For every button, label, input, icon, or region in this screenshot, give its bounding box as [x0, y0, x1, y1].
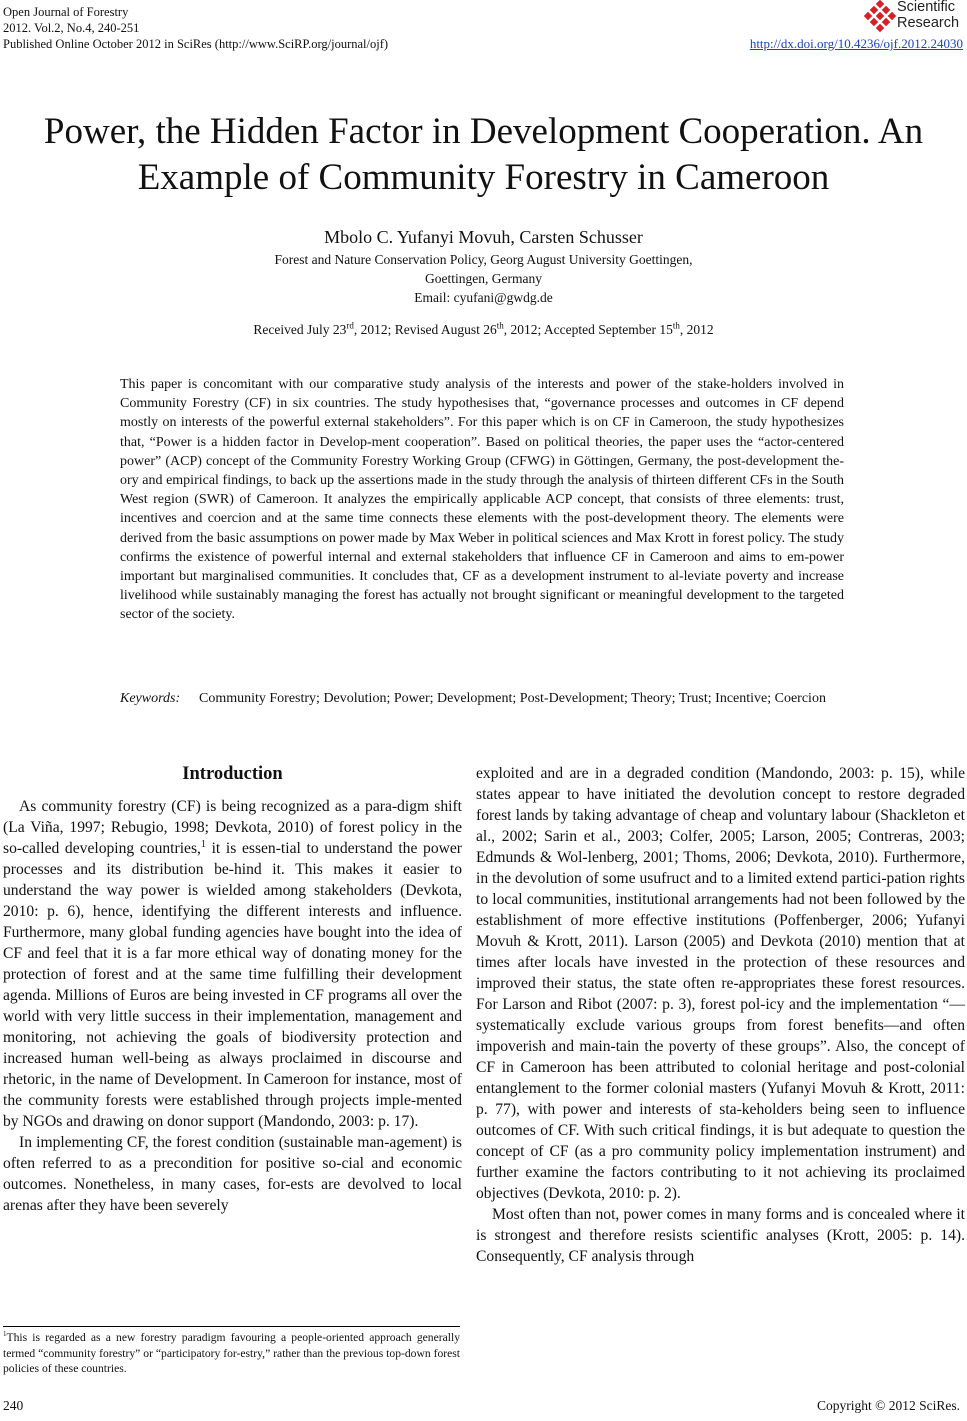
- paragraph: In implementing CF, the forest condition (sustainable man-agement) is often referred to as a precondition for positive so-cial and economic outcomes. Nonetheless, in many cases, for-ests are devolved to local arenas after they have been severely: [3, 1134, 462, 1214]
- affiliation: Forest and Nature Conservation Policy, Georg August University Goettingen, Goettingen, Germany Email: cyufani@gwdg.de: [0, 250, 967, 307]
- journal-name: Open Journal of Forestry: [3, 5, 129, 19]
- footnote-marker: 1: [200, 838, 206, 850]
- copyright: Copyright © 2012 SciRes.: [816, 1398, 960, 1413]
- journal-volume: 2012. Vol.2, No.4, 240-251: [3, 21, 140, 35]
- right-column: [476, 763, 965, 1267]
- section-heading-introduction: Introduction: [182, 764, 283, 784]
- logo-mark-icon: [863, 0, 897, 34]
- abstract: This paper is concomitant with our comparative study analysis of the interests and power of the stake-holders involved in Community Forestry (CF) in six countries. The study hypothesises that, “governance processes and outcomes in CF depend mostly on interests of the powerful external stakeholders”. For this paper which is on CF in Cameroon, the study hypothesizes that, “Power is a hidden factor in Develop-ment cooperation”. Based on political theories, the paper uses the “actor-centered power” (ACP) concept of the Community Forestry Working Group (CFWG) in Göttingen, Germany, the post-development the-ory and empirical findings, to back up the assertions made in the study through the analysis of thirteen different CFs in the South West region (SWR) of Cameroon. It analyzes the empirically applicable ACP concept, that consists of three elements: trust, incentives and coercion and at the same time connects these elements with the post-development theory. The elements were derived from the basic assumptions on power made by Max Weber in political sciences and Max Krott in forest policy. The study confirms the existence of powerful internal and external stakeholders that influence CF in Cameroon and aims to em-power important but marginalised communities. It concludes that, CF as a development instrument to al-leviate poverty and increase livelihood while sustainably managing the forest has actually not brought significant or meaningful development to the targeted sector of the society.: [120, 377, 844, 623]
- doi-link[interactable]: http://dx.doi.org/10.4236/ojf.2012.24030: [749, 36, 963, 51]
- publication-info: Published Online October 2012 in SciRes (http://www.SciRP.org/journal/ojf): [3, 37, 389, 51]
- paragraph: As community forestry (CF) is being recognized as a para-digm shift (La Viña, 1997; Rebugio, 1998; Devkota, 2010) of forest policy in the so-called developing countries,$^1$ it is essen-tial to understand the power processes and its distribution be-hind it. This makes it easier to understand the way power is wielded among stakeholders (Devkota, 2010: p. 6), hence, identifying the different interests and influence. Furthermore, many global funding agencies have bought into the idea of CF and feel that it is a far more ethical way of donating money for the protection of forest and at the same time fulfilling their development agenda. Millions of Euros are being invested in CF programs all over the world with very little success in their implementation, management and monitoring, not achieving the goals of biodiversity protection and increased human well-being as always proclaimed in discourse and rhetoric, in the name of Development. In Cameroon for instance, most of the community forests were established through projects imple-mented by NGOs and drawing on donor support (Mandondo, 2003: p. 17).: [3, 798, 462, 1130]
- journal-header: [3, 4, 388, 52]
- left-column: [3, 762, 462, 1216]
- logo-text: Scientific Research: [897, 0, 960, 31]
- footnote: $^1$This is regarded as a new forestry paradigm favouring a people-oriented approach generally termed “community forestry” or “participatory for-estry,” rather than the previous top-down forest policies of these countries.: [3, 1326, 460, 1377]
- keywords-text: Community Forestry; Devolution; Power; Development; Post-Development; Theory; Trust; Incentive; Coercion: [199, 691, 826, 706]
- paragraph: Most often than not, power comes in many forms and is concealed where it is strongest and therefore resists scientific analyses (Krott, 2005: p. 14). Consequently, CF analysis through: [476, 1206, 965, 1265]
- keywords: [120, 689, 844, 709]
- scientific-research-logo: [863, 0, 961, 34]
- author-email: Email: cyufani@gwdg.de: [414, 290, 553, 305]
- paper-title: Power, the Hidden Factor in Development Cooperation. An Example of Community Forestry in Cameroon: [43, 111, 924, 198]
- keywords-label: Keywords:: [120, 691, 181, 706]
- received-dates: Received July 23rd, 2012; Revised August 26th, 2012; Accepted September 15th, 2012: [253, 320, 714, 337]
- page-number: 240: [3, 1398, 24, 1413]
- authors: Mbolo C. Yufanyi Movuh, Carsten Schusser: [324, 227, 643, 247]
- paragraph: exploited and are in a degraded condition (Mandondo, 2003: p. 15), while states appear to have initiated the devolution concept to restore degraded forest lands by taking advantage of cheap and voluntary labour (Shackleton et al., 2002; Sarin et al., 2003; Colfer, 2005; Larson, 2005; Contreras, 2003; Edmunds & Wol-lenberg, 2001; Thoms, 2006; Devkota, 2010). Furthermore, in the devolution of some usufruct and to a limited extend partici-pation rights to local communities, institutional arrangements had not been followed by the establishment of more effective institutions (Poffenberger, 2006; Yufanyi Movuh & Krott, 2011). Larson (2005) and Devkota (2010) mention that at times after locals have invested in the protection of these resources and improved their status, the state often re-appropriates these forest resources. For Larson and Ribot (2007: p. 3), forest pol-icy and the implementation “—systematically exclude various groups from forest benefits—and often impoverish and main-tain the poverty of these groups”. Also, the concept of CF in Cameroon has been attributed to colonial heritage and post-colonial entanglement to the former colonial masters (Yufanyi Movuh & Krott, 2011: p. 77), with power and interests of sta-keholders being seen to influence outcomes of CF. With such critical findings, it is but adequate to question the concept of CF (as a pro community policy implementation instrument) and further examine the factors contributing to it not achieving its proclaimed objectives (Devkota, 2010: p. 2).: [476, 765, 965, 1202]
- doi-line: [750, 36, 963, 52]
